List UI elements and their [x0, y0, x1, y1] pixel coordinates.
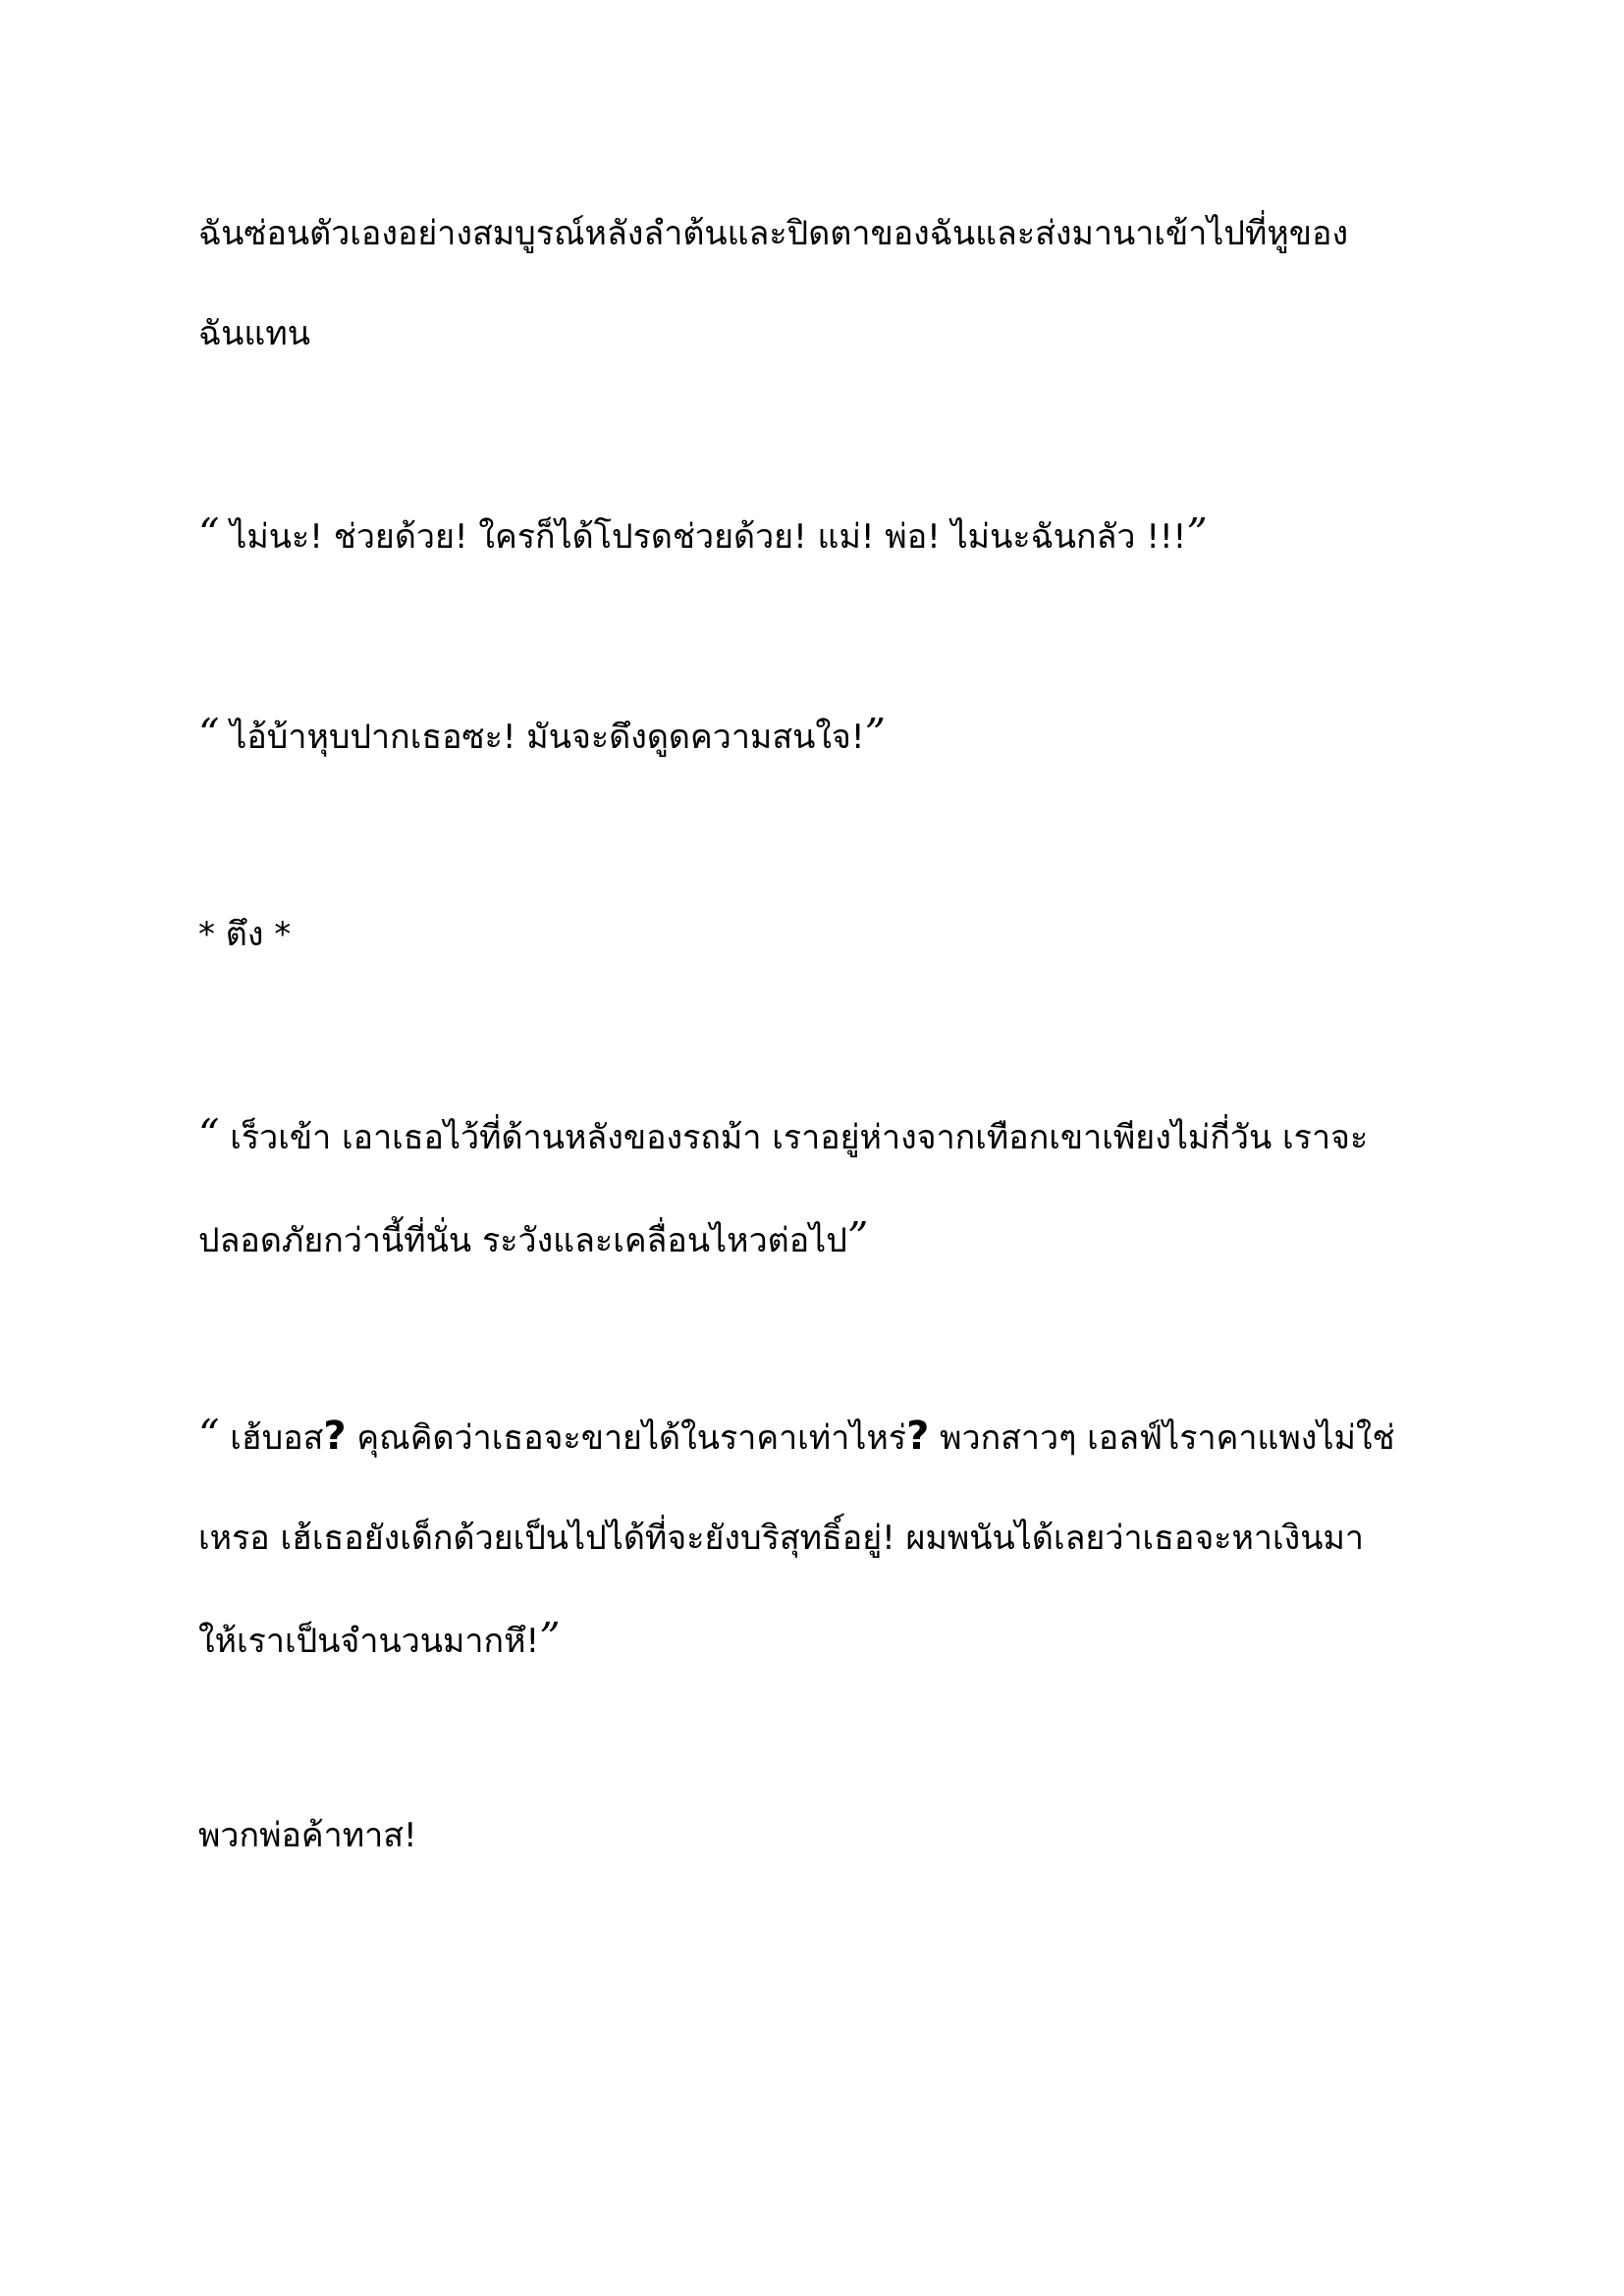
text-line: [198, 684, 1435, 787]
dialogue-text: ไม่นะ! ช่วยด้วย! ใครก็ได้โปรดช่วยด้วย! แม่! พ่อ! ไม่นะฉันกลัว !!!: [219, 517, 1187, 557]
close-quote: ”: [1186, 509, 1208, 558]
dialogue-text: คุณคิดว่าเธอจะขายได้ในราคาเท่าไหร่: [346, 1418, 907, 1458]
open-quote: “: [198, 509, 220, 558]
paragraph-dialogue-cry: [198, 484, 1435, 587]
text-line: [198, 1188, 1435, 1291]
paragraph-dialogue-shut-up: [198, 684, 1435, 787]
dialogue-text: เฮ้บอส: [219, 1418, 324, 1458]
question-mark: ?: [906, 1414, 930, 1459]
paragraph-dialogue-boss: [198, 1385, 1435, 1691]
dialogue-text: พวกสาวๆ เอลฟ์ไราคาแพงไม่ใช่: [929, 1418, 1395, 1458]
question-mark: ?: [323, 1414, 347, 1459]
dialogue-text: ปลอดภัยกว่านี้ที่นั่น ระวังและเคลื่อนไหวต่อไป: [198, 1221, 847, 1260]
text-line: ฉันแทน: [198, 314, 310, 353]
text-line: [198, 1085, 1435, 1188]
close-quote: ”: [539, 1614, 561, 1662]
paragraph-narration-slavers: [198, 1786, 1435, 1886]
text-line: พวกพ่อค้าทาส!: [198, 1816, 417, 1855]
dialogue-text: ไอ้บ้าหุบปากเธอซะ! มันจะดึงดูดความสนใจ!: [219, 718, 865, 757]
close-quote: ”: [846, 1213, 869, 1261]
close-quote: ”: [864, 710, 886, 758]
paragraph-dialogue-hurry: [198, 1085, 1435, 1291]
open-quote: “: [198, 710, 220, 758]
text-line: เหรอ เฮ้เธอยังเด็กด้วยเป็นไปได้ที่จะยังบริสุทธิ์อยู่! ผมพนันได้เลยว่าเธอจะหาเงินมา: [198, 1519, 1364, 1558]
paragraph-sound-effect: [198, 884, 1435, 985]
text-line: [198, 484, 1435, 587]
paragraph-narration-hiding: [198, 184, 1435, 384]
dialogue-text: ให้เราเป็นจำนวนมากหึ!: [198, 1622, 540, 1661]
text-line: [198, 1385, 1435, 1488]
open-quote: “: [198, 1411, 220, 1459]
open-quote: “: [198, 1110, 220, 1158]
dialogue-text: เร็วเข้า เอาเธอไว้ที่ด้านหลังของรถม้า เราอยู่ห่างจากเทือกเขาเพียงไม่กี่วัน เราจะ: [219, 1118, 1369, 1157]
text-line: * ตึง *: [198, 915, 292, 954]
text-line: ฉันซ่อนตัวเองอย่างสมบูรณ์หลังลำต้นและปิดตาของฉันและส่งมานาเข้าไปที่หูของ: [198, 214, 1349, 253]
text-line: [198, 1588, 1435, 1691]
